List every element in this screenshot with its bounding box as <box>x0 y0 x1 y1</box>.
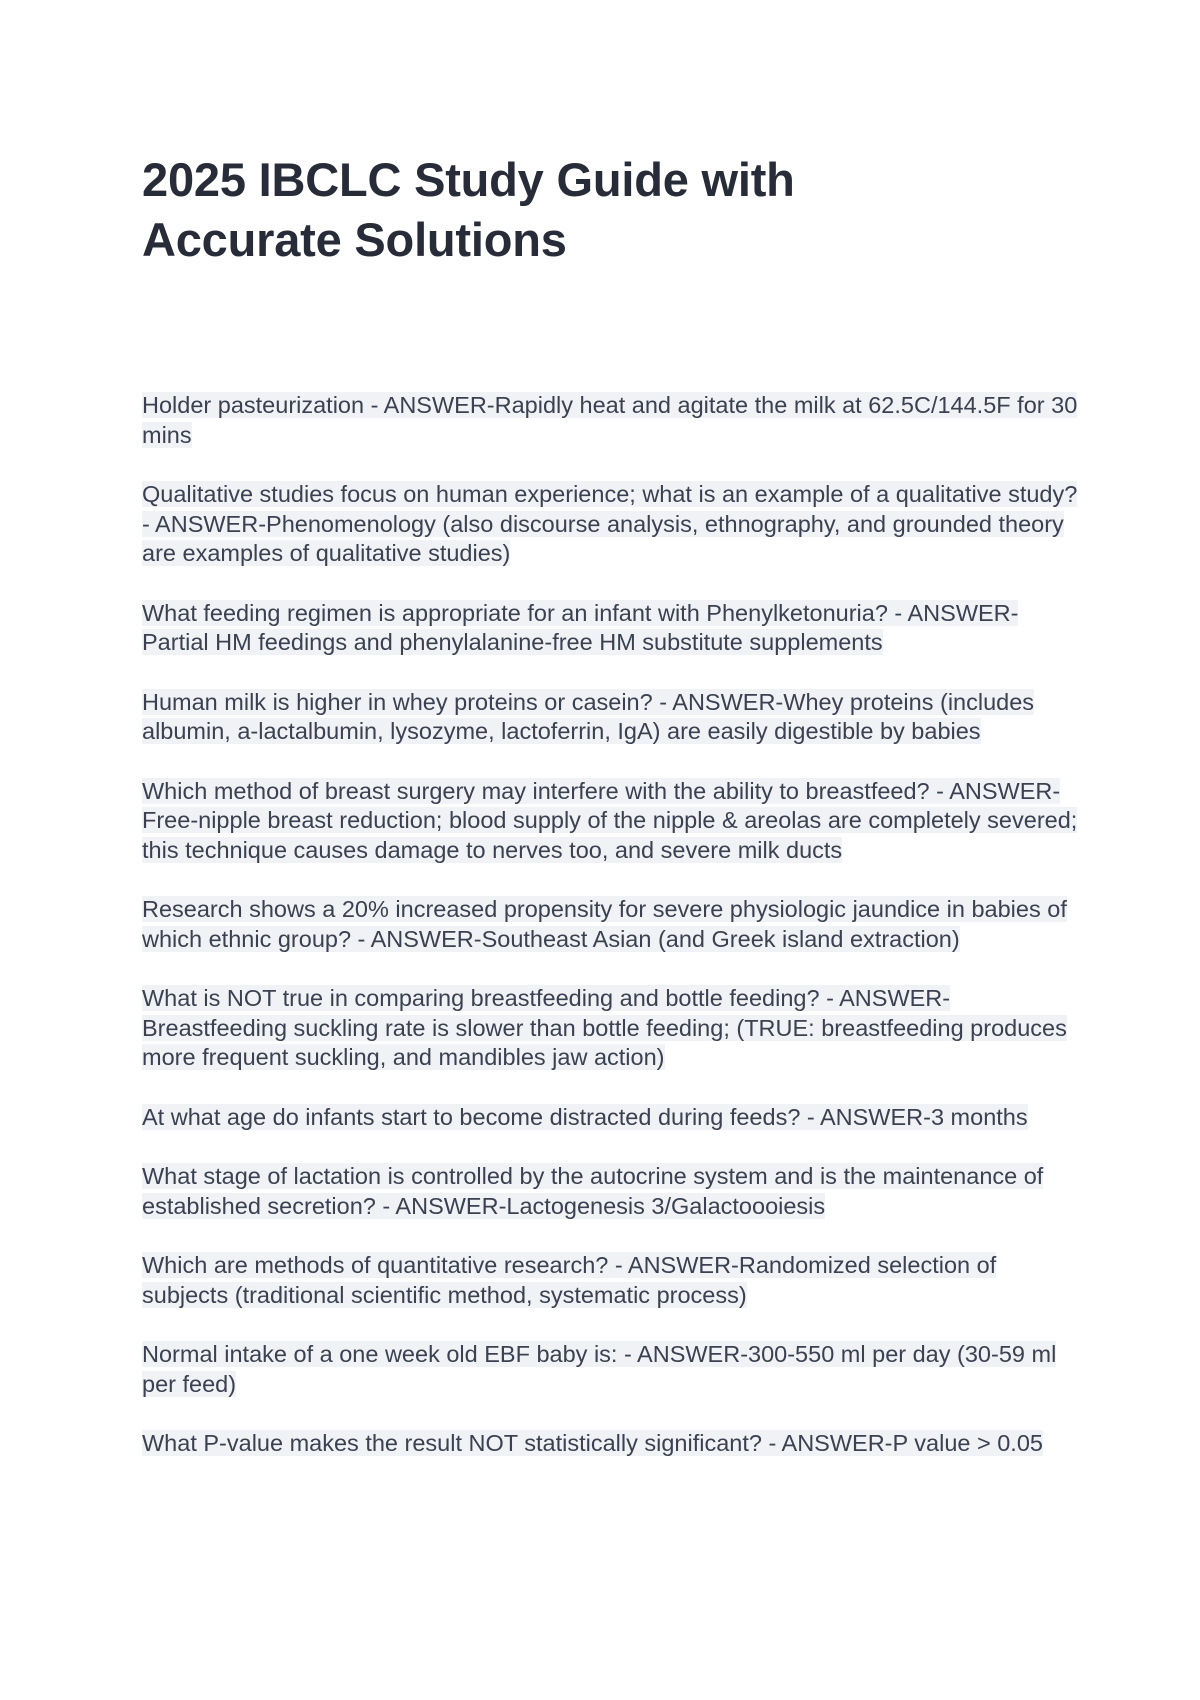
qa-item <box>142 777 1082 866</box>
qa-item <box>142 688 1082 747</box>
qa-item <box>142 391 1082 450</box>
qa-text: What feeding regimen is appropriate for an infant with Phenylketonuria? - ANSWER-Partial HM feedings and phenylalanine-free HM substitute supplements <box>142 599 1019 655</box>
qa-list <box>142 391 1082 1489</box>
qa-text: What stage of lactation is controlled by the autocrine system and is the maintenance of established secretion? - ANSWER-Lactogenesis 3/Galactoooiesis <box>142 1163 1044 1219</box>
qa-item <box>142 895 1082 954</box>
qa-text: Human milk is higher in whey proteins or casein? - ANSWER-Whey proteins (includes albumin, a-lactalbumin, lysozyme, lactoferrin, IgA) are easily digestible by babies <box>142 688 1035 744</box>
qa-text: What P-value makes the result NOT statistically significant? - ANSWER-P value > 0.05 <box>142 1430 1043 1456</box>
qa-text: Holder pasteurization - ANSWER-Rapidly heat and agitate the milk at 62.5C/144.5F for 30 mins <box>142 392 1078 448</box>
qa-item <box>142 1251 1082 1310</box>
qa-text: Qualitative studies focus on human experience; what is an example of a qualitative study? - ANSWER-Phenomenology (also discourse analysis, ethnography, and grounded theory are examples of qualitative studies) <box>142 481 1078 566</box>
document-title: 2025 IBCLC Study Guide with Accurate Solutions <box>142 153 795 266</box>
qa-item <box>142 1340 1082 1399</box>
qa-item <box>142 599 1082 658</box>
qa-item <box>142 1103 1082 1133</box>
qa-text: Which method of breast surgery may interfere with the ability to breastfeed? - ANSWER-Free-nipple breast reduction; blood supply of the nipple & areolas are completely severed; this technique causes damage to nerves too, and severe milk ducts <box>142 777 1078 863</box>
qa-item <box>142 984 1082 1073</box>
qa-text: Which are methods of quantitative research? - ANSWER-Randomized selection of subjects (traditional scientific method, systematic process) <box>142 1252 997 1308</box>
qa-text: Normal intake of a one week old EBF baby is: - ANSWER-300-550 ml per day (30-59 ml per feed) <box>142 1341 1057 1397</box>
qa-item <box>142 1429 1082 1459</box>
qa-item <box>142 480 1082 569</box>
qa-text: At what age do infants start to become distracted during feeds? - ANSWER-3 months <box>142 1103 1028 1130</box>
qa-text: What is NOT true in comparing breastfeeding and bottle feeding? - ANSWER-Breastfeeding suckling rate is slower than bottle feeding; (TRUE: breastfeeding produces more frequent suckling, and mandibles jaw action) <box>142 985 1067 1070</box>
qa-item <box>142 1162 1082 1221</box>
qa-text: Research shows a 20% increased propensity for severe physiologic jaundice in babies of which ethnic group? - ANSWER-Southeast Asian (and Greek island extraction) <box>142 896 1067 952</box>
